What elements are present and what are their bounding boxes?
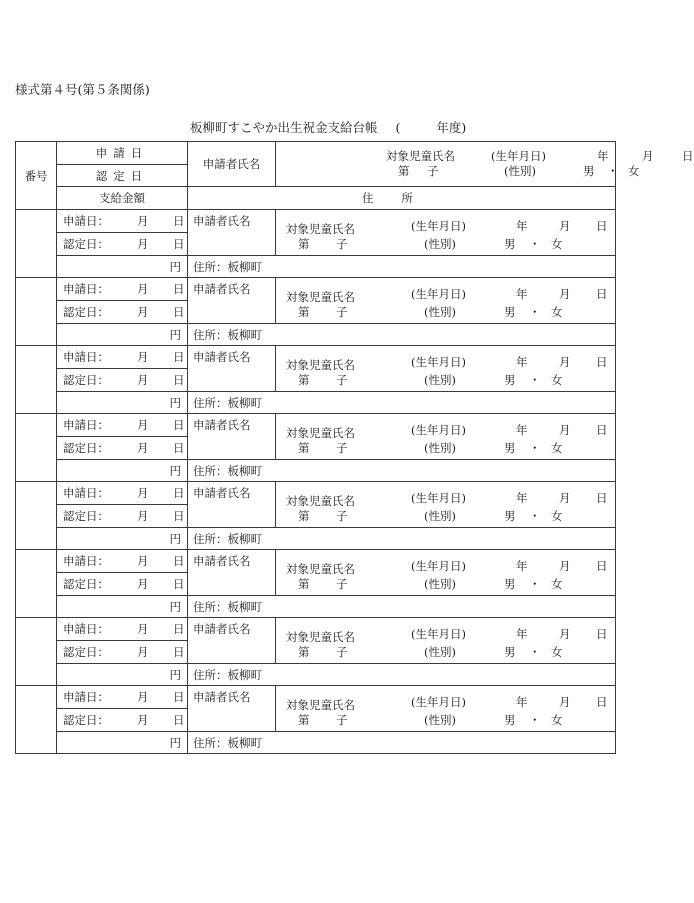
child-birth-day: 日	[596, 423, 608, 437]
child-name-label: 対象児童氏名	[286, 222, 355, 236]
address-label: 住所：板柳町	[193, 259, 262, 274]
child-gender-male: 男	[504, 441, 516, 455]
application-date-cell[interactable]	[57, 482, 188, 505]
child-ordinal-suffix: 子	[336, 577, 348, 591]
child-gender-dot: ・	[529, 441, 541, 455]
record-number-cell[interactable]	[16, 210, 57, 278]
child-gender-label: (性別)	[424, 237, 456, 251]
child-gender-female: 女	[551, 645, 563, 659]
header-address-cell	[188, 187, 616, 210]
header-ordinal-prefix: 第	[398, 164, 410, 178]
applicant-name-label: 申請者氏名	[193, 350, 251, 364]
ledger-records	[16, 210, 616, 754]
applicant-name-label: 申請者氏名	[193, 282, 251, 296]
approval-date-label: 認定日：	[63, 645, 109, 659]
child-ordinal-suffix: 子	[336, 645, 348, 659]
applicant-name-label: 申請者氏名	[193, 690, 251, 704]
application-date-month: 月	[137, 554, 149, 568]
child-birth-year: 年	[516, 559, 528, 573]
application-date-month: 月	[137, 690, 149, 704]
address-cell[interactable]	[188, 392, 616, 414]
child-name-label: 対象児童氏名	[286, 630, 355, 644]
child-gender-female: 女	[551, 305, 563, 319]
record-number-cell[interactable]	[16, 550, 57, 618]
child-birth-year: 年	[516, 695, 528, 709]
child-ordinal-prefix: 第	[298, 237, 310, 251]
header-payment-amount: 支給金額	[57, 187, 188, 210]
approval-date-cell[interactable]	[57, 641, 188, 664]
child-birth-year: 年	[516, 287, 528, 301]
child-gender-female: 女	[551, 237, 563, 251]
header-child-name: 対象児童氏名	[386, 149, 455, 163]
approval-date-cell[interactable]	[57, 369, 188, 392]
payment-amount-cell[interactable]	[57, 664, 188, 686]
approval-date-month: 月	[137, 373, 149, 387]
application-date-cell[interactable]	[57, 414, 188, 437]
child-gender-male: 男	[504, 577, 516, 591]
child-gender-dot: ・	[529, 305, 541, 319]
child-birth-month: 月	[559, 627, 571, 641]
application-date-cell[interactable]	[57, 550, 188, 573]
address-cell[interactable]	[188, 596, 616, 618]
record-row	[16, 460, 616, 482]
title-paren-open: (	[395, 120, 401, 135]
record-number-cell[interactable]	[16, 414, 57, 482]
child-birth-label: (生年月日)	[411, 627, 466, 641]
child-birth-year: 年	[516, 219, 528, 233]
approval-date-label: 認定日：	[63, 509, 109, 523]
child-ordinal-prefix: 第	[298, 373, 310, 387]
approval-date-day: 日	[173, 509, 185, 523]
address-cell[interactable]	[188, 732, 616, 754]
approval-date-month: 月	[137, 441, 149, 455]
applicant-name-cell[interactable]	[188, 210, 276, 256]
child-info-cell[interactable]	[276, 210, 616, 256]
payment-amount-cell[interactable]	[57, 596, 188, 618]
applicant-name-label: 申請者氏名	[193, 214, 251, 228]
header-year: 年	[597, 149, 609, 163]
application-date-day: 日	[173, 282, 185, 296]
child-gender-male: 男	[504, 645, 516, 659]
title-main: 板柳町すこやか出生祝金支給台帳	[190, 120, 378, 135]
header-ordinal-suffix: 子	[427, 164, 439, 178]
child-gender-dot: ・	[529, 645, 541, 659]
payment-amount-cell[interactable]	[57, 256, 188, 278]
child-birth-day: 日	[596, 695, 608, 709]
record-row	[16, 256, 616, 278]
header-address: 住所	[362, 191, 441, 205]
ledger-header	[16, 142, 694, 210]
application-date-label: 申請日：	[63, 282, 109, 296]
payment-amount-cell[interactable]	[57, 392, 188, 414]
applicant-name-label: 申請者氏名	[193, 486, 251, 500]
payment-amount-cell[interactable]	[57, 324, 188, 346]
form-number: 様式第４号(第５条関係)	[15, 82, 150, 97]
child-gender-female: 女	[551, 373, 563, 387]
child-gender-male: 男	[504, 305, 516, 319]
approval-date-day: 日	[173, 645, 185, 659]
application-date-label: 申請日：	[63, 554, 109, 568]
child-ordinal-prefix: 第	[298, 577, 310, 591]
child-birth-month: 月	[559, 491, 571, 505]
child-birth-day: 日	[596, 219, 608, 233]
yen-label: 円	[169, 463, 181, 478]
child-birth-year: 年	[516, 627, 528, 641]
address-label: 住所：板柳町	[193, 327, 262, 342]
approval-date-month: 月	[137, 713, 149, 727]
child-birth-day: 日	[596, 491, 608, 505]
record-row	[16, 596, 616, 618]
child-info-cell[interactable]	[276, 482, 616, 528]
yen-label: 円	[169, 667, 181, 682]
yen-label: 円	[169, 599, 181, 614]
child-gender-label: (性別)	[424, 441, 456, 455]
record-number-cell[interactable]	[16, 686, 57, 754]
record-row	[16, 686, 616, 709]
approval-date-cell[interactable]	[57, 437, 188, 460]
child-birth-month: 月	[559, 559, 571, 573]
application-date-cell[interactable]	[57, 278, 188, 301]
child-birth-day: 日	[596, 559, 608, 573]
record-row	[16, 210, 616, 233]
record-row	[16, 414, 616, 437]
child-birth-label: (生年月日)	[411, 491, 466, 505]
approval-date-month: 月	[137, 237, 149, 251]
record-row	[16, 732, 616, 754]
header-female: 女	[628, 164, 640, 178]
application-date-label: 申請日：	[63, 418, 109, 432]
child-birth-day: 日	[596, 355, 608, 369]
application-date-day: 日	[173, 554, 185, 568]
address-label: 住所：板柳町	[193, 531, 262, 546]
yen-label: 円	[169, 327, 181, 342]
child-ordinal-suffix: 子	[336, 509, 348, 523]
address-label: 住所：板柳町	[193, 667, 262, 682]
address-cell[interactable]	[188, 528, 616, 550]
child-info-cell[interactable]	[276, 618, 616, 664]
child-ordinal-prefix: 第	[298, 645, 310, 659]
child-gender-female: 女	[551, 509, 563, 523]
payment-amount-cell[interactable]	[57, 732, 188, 754]
application-date-day: 日	[173, 350, 185, 364]
address-cell[interactable]	[188, 324, 616, 346]
payment-amount-cell[interactable]	[57, 528, 188, 550]
child-gender-label: (性別)	[424, 509, 456, 523]
header-approval-date-cell	[57, 165, 188, 187]
applicant-name-cell[interactable]	[188, 346, 276, 392]
applicant-name-cell[interactable]	[188, 686, 276, 732]
approval-date-month: 月	[137, 509, 149, 523]
child-birth-label: (生年月日)	[411, 695, 466, 709]
approval-date-label: 認定日：	[63, 713, 109, 727]
header-number: 番号	[16, 142, 57, 210]
child-birth-month: 月	[559, 355, 571, 369]
address-cell[interactable]	[188, 460, 616, 482]
record-row	[16, 346, 616, 369]
child-gender-female: 女	[551, 577, 563, 591]
child-birth-label: (生年月日)	[411, 287, 466, 301]
yen-label: 円	[169, 259, 181, 274]
approval-date-label: 認定日：	[63, 577, 109, 591]
application-date-cell[interactable]	[57, 346, 188, 369]
child-name-label: 対象児童氏名	[286, 562, 355, 576]
child-birth-year: 年	[516, 355, 528, 369]
child-info-cell[interactable]	[276, 414, 616, 460]
child-info-cell[interactable]	[276, 550, 616, 596]
yen-label: 円	[169, 531, 181, 546]
child-birth-label: (生年月日)	[411, 423, 466, 437]
child-gender-dot: ・	[529, 373, 541, 387]
child-gender-label: (性別)	[424, 577, 456, 591]
child-birth-month: 月	[559, 423, 571, 437]
child-birth-day: 日	[596, 287, 608, 301]
header-applicant-name: 申請者氏名	[188, 142, 276, 187]
approval-date-month: 月	[137, 645, 149, 659]
child-gender-male: 男	[504, 509, 516, 523]
header-gender-label: (性別)	[504, 164, 536, 178]
application-date-day: 日	[173, 418, 185, 432]
record-row	[16, 618, 616, 641]
header-birth-label: (生年月日)	[491, 149, 546, 163]
approval-date-label: 認定日：	[63, 441, 109, 455]
applicant-name-cell[interactable]	[188, 278, 276, 324]
child-gender-dot: ・	[529, 237, 541, 251]
child-birth-year: 年	[516, 423, 528, 437]
child-birth-label: (生年月日)	[411, 559, 466, 573]
address-label: 住所：板柳町	[193, 735, 262, 750]
child-ordinal-suffix: 子	[336, 305, 348, 319]
child-birth-month: 月	[559, 219, 571, 233]
child-gender-label: (性別)	[424, 305, 456, 319]
approval-date-day: 日	[173, 305, 185, 319]
payment-amount-cell[interactable]	[57, 460, 188, 482]
record-number-cell[interactable]	[16, 278, 57, 346]
child-name-label: 対象児童氏名	[286, 358, 355, 372]
record-row	[16, 528, 616, 550]
application-date-label: 申請日：	[63, 690, 109, 704]
child-gender-male: 男	[504, 237, 516, 251]
child-gender-male: 男	[504, 713, 516, 727]
approval-date-day: 日	[173, 373, 185, 387]
header-child-info	[276, 142, 694, 187]
address-label: 住所：板柳町	[193, 599, 262, 614]
applicant-name-label: 申請者氏名	[193, 418, 251, 432]
applicant-name-cell[interactable]	[188, 414, 276, 460]
approval-date-cell[interactable]	[57, 709, 188, 732]
application-date-month: 月	[137, 486, 149, 500]
child-gender-male: 男	[504, 373, 516, 387]
child-birth-label: (生年月日)	[411, 355, 466, 369]
document-title	[190, 118, 466, 136]
application-date-day: 日	[173, 214, 185, 228]
child-name-label: 対象児童氏名	[286, 290, 355, 304]
application-date-month: 月	[137, 282, 149, 296]
yen-label: 円	[169, 395, 181, 410]
application-date-cell[interactable]	[57, 210, 188, 233]
applicant-name-label: 申請者氏名	[193, 554, 251, 568]
child-ordinal-suffix: 子	[336, 373, 348, 387]
approval-date-cell[interactable]	[57, 301, 188, 324]
address-cell[interactable]	[188, 256, 616, 278]
approval-date-day: 日	[173, 441, 185, 455]
application-date-day: 日	[173, 690, 185, 704]
applicant-name-label: 申請者氏名	[193, 622, 251, 636]
application-date-month: 月	[137, 214, 149, 228]
application-date-day: 日	[173, 486, 185, 500]
child-info-cell[interactable]	[276, 278, 616, 324]
application-date-label: 申請日：	[63, 350, 109, 364]
child-birth-label: (生年月日)	[411, 219, 466, 233]
application-date-cell[interactable]	[57, 686, 188, 709]
header-day: 日	[682, 149, 694, 163]
child-ordinal-suffix: 子	[336, 713, 348, 727]
applicant-name-cell[interactable]	[188, 482, 276, 528]
approval-date-cell[interactable]	[57, 505, 188, 528]
child-info-cell[interactable]	[276, 686, 616, 732]
child-ordinal-suffix: 子	[336, 441, 348, 455]
application-date-month: 月	[137, 418, 149, 432]
record-row	[16, 482, 616, 505]
application-date-day: 日	[173, 622, 185, 636]
approval-date-label: 認定日：	[63, 305, 109, 319]
approval-date-day: 日	[173, 237, 185, 251]
child-ordinal-prefix: 第	[298, 441, 310, 455]
approval-date-month: 月	[137, 577, 149, 591]
header-male: 男	[583, 164, 595, 178]
record-number-cell[interactable]	[16, 482, 57, 550]
child-gender-dot: ・	[529, 713, 541, 727]
ledger-table	[15, 141, 694, 754]
application-date-month: 月	[137, 350, 149, 364]
address-cell[interactable]	[188, 664, 616, 686]
child-info-cell[interactable]	[276, 346, 616, 392]
application-date-label: 申請日：	[63, 622, 109, 636]
child-gender-label: (性別)	[424, 373, 456, 387]
child-gender-label: (性別)	[424, 713, 456, 727]
approval-date-label: 認定日：	[63, 373, 109, 387]
approval-date-cell[interactable]	[57, 573, 188, 596]
record-row	[16, 550, 616, 573]
record-row	[16, 278, 616, 301]
child-ordinal-prefix: 第	[298, 509, 310, 523]
child-birth-year: 年	[516, 491, 528, 505]
header-application-date-cell	[57, 142, 188, 165]
application-date-label: 申請日：	[63, 486, 109, 500]
application-date-month: 月	[137, 622, 149, 636]
child-birth-month: 月	[559, 287, 571, 301]
child-ordinal-suffix: 子	[336, 237, 348, 251]
child-ordinal-prefix: 第	[298, 713, 310, 727]
application-date-label: 申請日：	[63, 214, 109, 228]
applicant-name-cell[interactable]	[188, 618, 276, 664]
approval-date-month: 月	[137, 305, 149, 319]
applicant-name-cell[interactable]	[188, 550, 276, 596]
record-number-cell[interactable]	[16, 618, 57, 686]
address-label: 住所：板柳町	[193, 395, 262, 410]
child-name-label: 対象児童氏名	[286, 698, 355, 712]
record-row	[16, 392, 616, 414]
application-date-cell[interactable]	[57, 618, 188, 641]
header-month: 月	[642, 149, 654, 163]
child-name-label: 対象児童氏名	[286, 426, 355, 440]
approval-date-label: 認定日：	[63, 237, 109, 251]
header-application-date: 申請日	[95, 146, 149, 160]
address-label: 住所：板柳町	[193, 463, 262, 478]
approval-date-day: 日	[173, 577, 185, 591]
child-gender-dot: ・	[529, 577, 541, 591]
child-birth-month: 月	[559, 695, 571, 709]
child-ordinal-prefix: 第	[298, 305, 310, 319]
child-name-label: 対象児童氏名	[286, 494, 355, 508]
child-gender-label: (性別)	[424, 645, 456, 659]
approval-date-day: 日	[173, 713, 185, 727]
yen-label: 円	[169, 735, 181, 750]
record-row	[16, 664, 616, 686]
header-approval-date: 認定日	[95, 168, 149, 183]
child-gender-female: 女	[551, 713, 563, 727]
child-birth-day: 日	[596, 627, 608, 641]
header-dot: ・	[607, 164, 619, 178]
record-number-cell[interactable]	[16, 346, 57, 414]
child-gender-dot: ・	[529, 509, 541, 523]
title-fiscal-year-label: 年度)	[436, 120, 467, 135]
child-gender-female: 女	[551, 441, 563, 455]
record-row	[16, 324, 616, 346]
approval-date-cell[interactable]	[57, 233, 188, 256]
